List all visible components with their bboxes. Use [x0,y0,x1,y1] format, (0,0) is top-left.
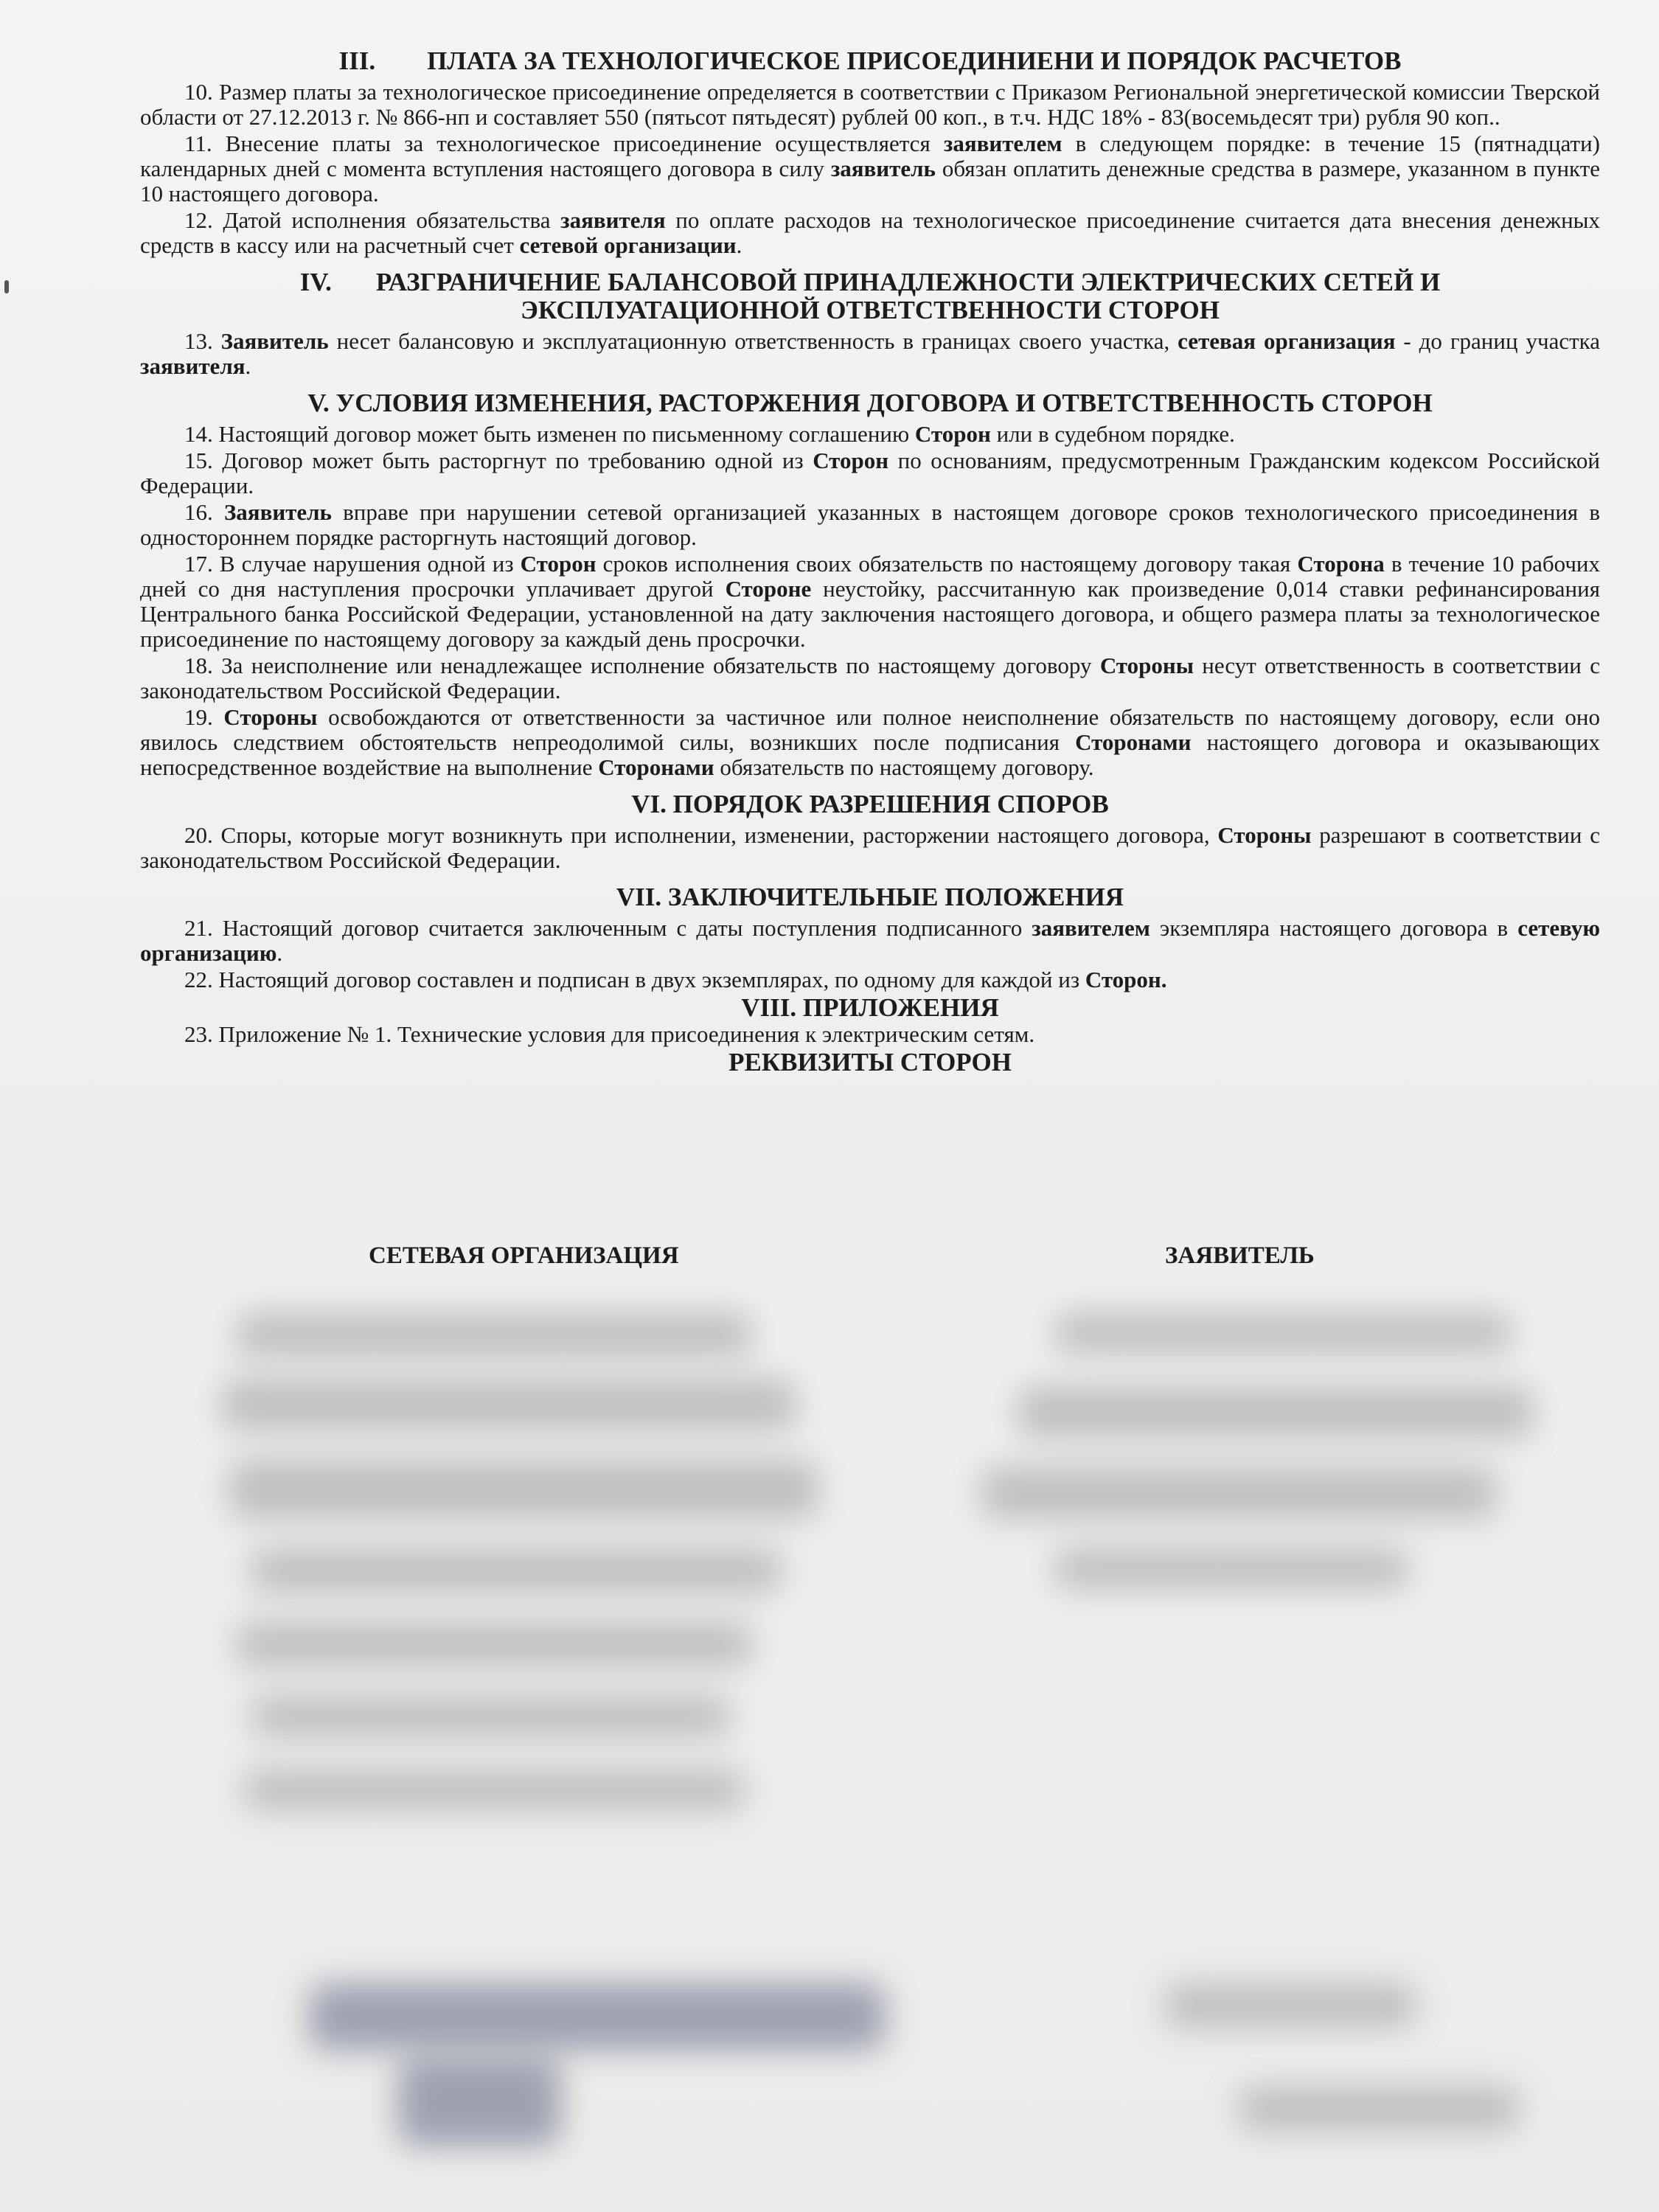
section-5-heading: V. УСЛОВИЯ ИЗМЕНЕНИЯ, РАСТОРЖЕНИЯ ДОГОВОРА И ОТВЕТСТВЕННОСТЬ СТОРОН [307,389,1433,417]
clause-19-bold: Сторонами [598,754,714,780]
clause-16-bold: Заявитель [223,499,332,525]
clause-19-text: 19. [184,704,224,730]
redacted-block [251,1548,782,1593]
section-3-number: III. [338,46,376,75]
clause-13-text: 13. [184,328,221,354]
clause-17-bold: Сторона [1297,551,1385,577]
clause-21-bold: сетевую организацию [140,915,1601,966]
redacted-block [981,1467,1497,1519]
contract-text [140,37,1600,1077]
clause-14-text: 14. Настоящий договор может быть изменен по письменному соглашению [184,421,915,447]
section-4-heading [140,268,1600,324]
clause-19-bold: Сторонами [1075,729,1192,755]
section-7-heading: VII. ЗАКЛЮЧИТЕЛЬНЫЕ ПОЛОЖЕНИЯ [616,883,1124,911]
clause-17-text: 17. В случае нарушения одной из [184,551,521,577]
clause-14 [140,422,1600,447]
clause-19 [140,705,1600,780]
redacted-block [1018,1386,1534,1438]
clause-17 [140,552,1600,652]
clause-13-bold: Заявитель [220,328,329,354]
redacted-block [236,1622,752,1666]
clause-23: 23. Приложение № 1. Технические условия для присоединения к электрическим сетям. [184,1021,1035,1047]
clause-13-text: . [245,353,251,379]
section-3-heading [140,47,1600,75]
clause-12-bold: заявителя [560,207,666,233]
clause-22-bold: Сторон. [1085,967,1167,992]
clause-14-text: или в судебном порядке. [990,421,1235,447]
requisites-title: РЕКВИЗИТЫ СТОРОН [728,1048,1012,1077]
clause-11-text: обязан оплатить денежные средства в размере, указанном в пункте 10 настоящего договора. [140,156,1601,206]
clause-21 [140,916,1600,966]
clause-13-bold: заявителя [140,353,246,379]
clause-22 [140,967,1600,992]
section-4-title-line2: ЭКСПЛУАТАЦИОННОЙ ОТВЕТСТВЕННОСТИ СТОРОН [521,296,1220,324]
redacted-signature [1165,1983,1416,2028]
clause-20-text: 20. Споры, которые могут возникнуть при исполнении, изменении, расторжении настоящего договора, [184,822,1218,848]
clause-19-bold: Стороны [223,704,318,730]
clause-12-text: 12. Датой исполнения обязательства [184,207,561,233]
clause-14-bold: Сторон [914,421,991,447]
clause-15-bold: Сторон [813,448,889,473]
redacted-requisites [206,1298,1571,2183]
clause-21-text: . [276,940,283,966]
clause-17-text: неустойку, рассчитанную как произведение 0,014 ставки рефинансирования Центрального банка Российской Федерации, установленной на дату заключения настоящего договора, и общего размера платы за технологическое присоединение по настоящему договору за каждый день просрочки. [140,576,1601,652]
clause-20-bold: Стороны [1217,822,1312,848]
redacted-block [229,1460,818,1519]
clause-21-bold: заявителем [1032,915,1150,941]
redacted-block [236,1312,752,1357]
clause-13 [140,329,1600,379]
clause-11-bold: заявитель [830,156,936,181]
clause-17-text: в течение 10 рабочих дней со дня наступления просрочки уплачивает другой [140,551,1601,602]
clause-18 [140,653,1600,703]
redacted-block [1054,1548,1408,1589]
parties-row [0,1242,1659,1279]
clause-11-text: 11. Внесение платы за технологическое присоединение осуществляется [184,131,944,156]
redacted-block [251,1696,730,1736]
clause-16-text: 16. [184,499,224,525]
clause-19-text: освобождаются от ответственности за частичное или полное неисполнение обязательств по настоящему договору, если оно явилось следствием обстоятельств непреодолимой силы, возникших после подписания [140,704,1601,755]
clause-13-bold: сетевая организация [1178,328,1396,354]
clause-11-bold: заявителем [943,131,1062,156]
clause-20-text: разрешают в соответствии с законодательством Российской Федерации. [140,822,1600,873]
clause-18-bold: Стороны [1099,653,1194,678]
redacted-signature [310,1983,885,2050]
clause-13-text: - до границ участка [1395,328,1600,354]
section-4-title-line1: РАЗГРАНИЧЕНИЕ БАЛАНСОВОЙ ПРИНАДЛЕЖНОСТИ ЭЛЕКТРИЧЕСКИХ СЕТЕЙ И [375,268,1441,296]
clause-19-text: обязательств по настоящему договору. [714,754,1094,780]
clause-11 [140,131,1600,206]
clause-12 [140,208,1600,258]
clause-21-text: экземпляра настоящего договора в [1150,915,1518,941]
clause-17-bold: Сторон [520,551,597,577]
network-organization-label: СЕТЕВАЯ ОРГАНИЗАЦИЯ [369,1242,679,1269]
clause-12-text: по оплате расходов на технологическое присоединение считается дата внесения денежных средств в кассу или на расчетный счет [140,207,1600,258]
applicant-label: ЗАЯВИТЕЛЬ [1165,1242,1315,1269]
clause-12-bold: сетевой организации [519,232,737,258]
clause-12-text: . [736,232,742,258]
clause-20 [140,823,1600,873]
clause-15-text: по основаниям, предусмотренным Гражданским кодексом Российской Федерации. [140,448,1600,498]
clause-10: 10. Размер платы за технологическое присоединение определяется в соответствии с Приказом Региональной энергетической комиссии Тверской области от 27.12.2013 г. № 866-нп и составляет 550 (пятьсот пятьдесят) рублей 00 коп., в т.ч. НДС 18% - 83(восемьдесят три) рубля 90 коп.. [140,79,1600,130]
clause-11-text: в следующем порядке: в течение 15 (пятнадцати) календарных дней с момента вступления настоящего договора в силу [140,131,1600,181]
clause-16-text: вправе при нарушении сетевой организацией указанных в настоящем договоре сроков технологического присоединения в одностороннем порядке расторгнуть настоящий договор. [140,499,1600,550]
clause-13-text: несет балансовую и эксплуатационную ответственность в границах своего участка, [328,328,1178,354]
clause-15-text: 15. Договор может быть расторгнут по требованию одной из [184,448,813,473]
redacted-block [1054,1312,1512,1353]
clause-18-text: несут ответственность в соответствии с законодательством Российской Федерации. [140,653,1601,703]
clause-16 [140,500,1600,550]
section-8-heading: VIII. ПРИЛОЖЕНИЯ [741,993,999,1022]
redacted-block [243,1770,745,1810]
page-edge-mark [4,280,9,293]
clause-17-bold: Стороне [725,576,812,602]
section-3-title: ПЛАТА ЗА ТЕХНОЛОГИЧЕСКОЕ ПРИСОЕДИНИЕНИ И ПОРЯДОК РАСЧЕТОВ [427,46,1402,75]
clause-15 [140,448,1600,498]
section-6-heading: VI. ПОРЯДОК РАЗРЕШЕНИЯ СПОРОВ [631,790,1109,818]
redacted-stamp [398,2057,560,2146]
redacted-block [221,1379,796,1430]
clause-17-text: сроков исполнения своих обязательств по настоящему договору такая [596,551,1298,577]
clause-18-text: 18. За неисполнение или ненадлежащее исполнение обязательств по настоящему договору [184,653,1100,678]
clause-22-text: 22. Настоящий договор составлен и подписан в двух экземплярах, по одному для каждой из [184,967,1085,992]
clause-19-text: настоящего договора и оказывающих непосредственное воздействие на выполнение [140,729,1600,780]
redacted-signature [1239,2087,1519,2131]
section-4-number: IV. [299,268,332,296]
clause-21-text: 21. Настоящий договор считается заключенным с даты поступления подписанного [184,915,1032,941]
